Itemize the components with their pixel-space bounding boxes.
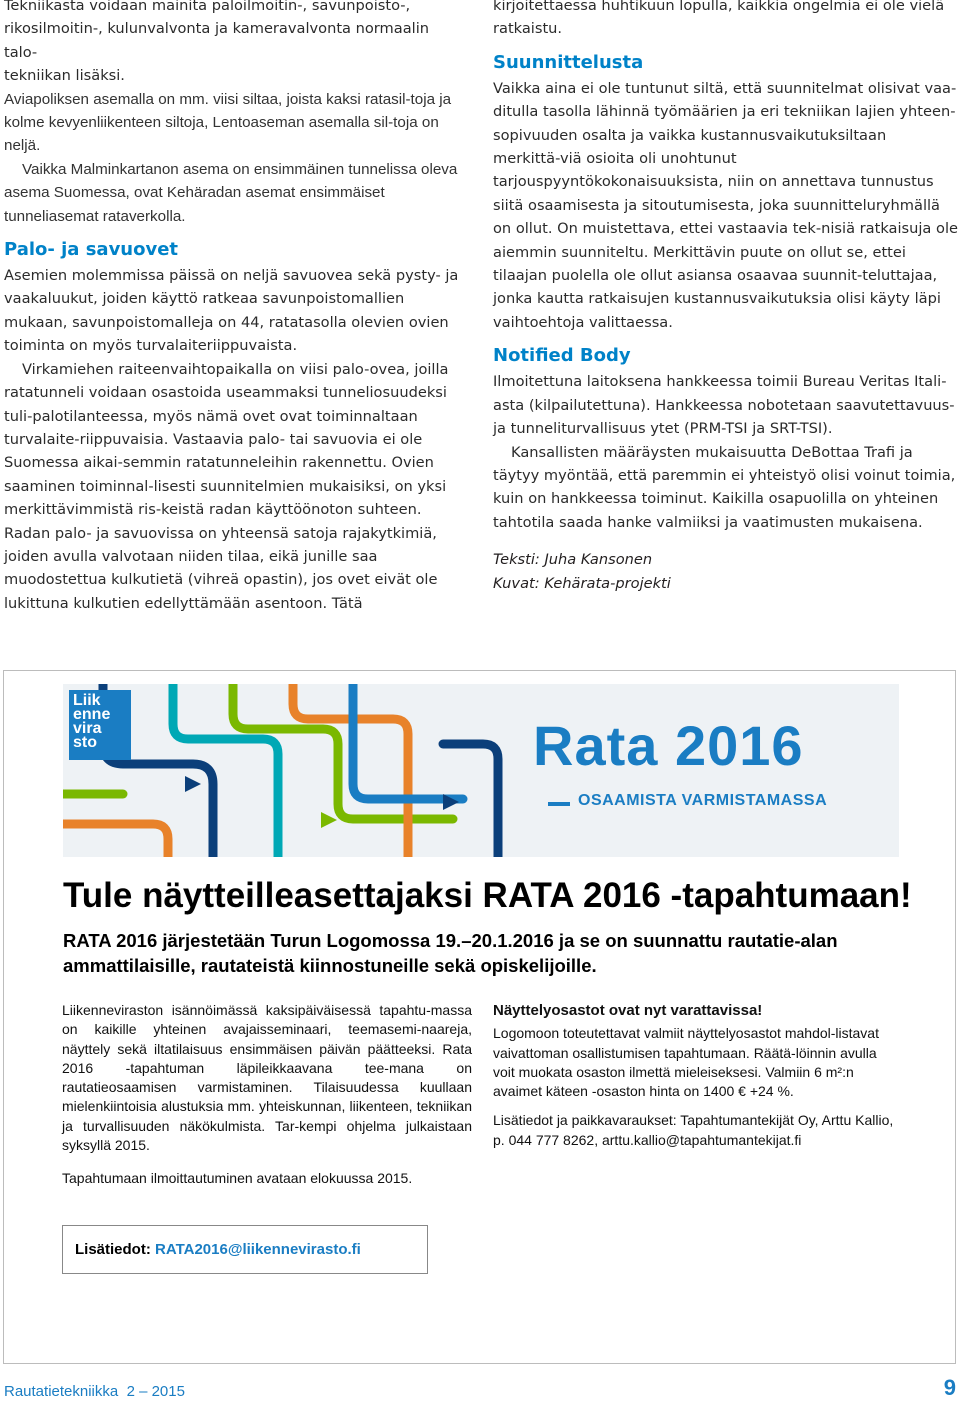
logo-line-2: enne <box>73 706 111 723</box>
paragraph-aviapolis: Aviapoliksen asemalla on mm. viisi siltaa, joista kaksi ratasil-toja ja kolme kevyenliikenteen siltoja, Lentoaseman asemalla sil-toja on neljä. <box>4 90 452 155</box>
logo-line-1: Liik <box>73 692 101 709</box>
intro-line-1: Tekniikasta voidaan mainita paloilmoitin-, savunpoisto-, <box>4 0 411 14</box>
tagline-divider <box>548 802 570 806</box>
liikennevirasto-logo <box>73 694 125 754</box>
rata-2016-logo: Rata 2016 <box>533 714 804 777</box>
ad-right-paragraph-1: Logomoon toteutettavat valmiit näyttelyosastot mahdol-listavat vaivattoman osallistumisen tapahtumaan. Räätä-löinnin avulla voit muokata osaston ilmettä mieleiseksesi. Valmiin 6 m²:n avaimet käteen -osaston hinta on 1400 € +24 %. <box>493 1025 879 1100</box>
paragraph-suunnittelu: Vaikka aina ei ole tuntunut siltä, että suunnitelmat olisivat vaa-ditulla tasolla lähinnä työmäärien ja eri tekniikan lajien yhteen-sopivuuden osalta ja vaikka kustannusvaikutuksiltaan merkittä-viä osioita oli unohtunut tarjouspyyntökokonaisuuksista, niin on annettava tunnustus siitä osaamisesta ja sitoutumisesta, joka suunnitteluryhmällä on ollut. On muistettava, ettei vastaavia tek-nisiä ratkaisuja ole aiemmin suunniteltu. Merkittävin puute on ollut se, ettei tilaajan puolella ole ollut asiansa osaavaa suunnit-teluttajaa, jonka kautta ratkaisujen kustannusvaikutuksia olisi käyty läpi vaihtoehtoja valittaessa. <box>493 79 958 331</box>
page-number: 9 <box>943 1375 956 1400</box>
ad-subtitle: RATA 2016 järjestetään Turun Logomossa 19.–20.1.2016 ja se on suunnattu rautatie-alan ammattilaisille, rautateistä kiinnostuneille sekä opiskelijoille. <box>63 930 838 976</box>
logo-line-3: vira <box>73 720 102 737</box>
intro-line-2: rikosilmoitin-, kulunvalvonta ja kameravalvonta normaalin talo- <box>4 20 429 61</box>
event-banner <box>63 684 899 857</box>
paragraph-palo-1: Asemien molemmissa päissä on neljä savuovea sekä pysty- ja vaakaluukut, joiden käyttö ratkeaa savunpoistomallien mukaan, savunpoistomalleja on 44, ratatasolla olevien ovien toiminta on myös turvalaiteriippuvaista. <box>4 267 459 355</box>
advertisement-box <box>3 670 956 1364</box>
heading-notified-body: Notified Body <box>493 345 631 367</box>
byline-text: Teksti: Juha Kansonen <box>493 551 653 569</box>
ad-left-column <box>62 1001 472 1189</box>
heading-palo-ja-savuovet: Palo- ja savuovet <box>4 239 179 261</box>
ad-left-paragraph-2: Tapahtumaan ilmoittautuminen avataan elokuussa 2015. <box>62 1170 413 1187</box>
ad-left-paragraph-1: Liikenneviraston isännöimässä kaksipäiväisessä tapahtu-massa on kaikille yhteinen avajaisseminaari, teemasemi-naareja, näyttely sekä iltatilaisuus ensimmäisen päivän päätteeksi. Rata 2016 -tapahtuman läpileikkaavana tee-mana on rautatieosaamisen varmistaminen. Tilaisuudessa kuullaan mielenkiintoisia alustuksia mm. yhteiskunnan, liikenteen, tekniikan ja turvallisuuden näkökulmista. Tar-kempi ohjelma julkaistaan syksyllä 2015. <box>62 1002 472 1154</box>
ad-right-paragraph-2: Lisätiedot ja paikkavaraukset: Tapahtumantekijät Oy, Arttu Kallio, p. 044 777 8262, arttu.kallio@tapahtumantekijat.fi <box>493 1112 894 1148</box>
paragraph-notified-2: Kansallisten määräysten mukaisuutta DeBottaa Trafi ja täytyy myöntää, että paremmin ei yhteistyö olisi voinut toimia, kuin on hankkeessa toiminut. Kaikilla osapuolilla on yhteinen tahtotila saada hanke valmiiksi ja vaatimusten mukaisena. <box>493 443 956 531</box>
ad-right-column <box>493 1001 898 1150</box>
publication-name: Rautatietekniikka 2 – 2015 <box>4 1383 185 1400</box>
contact-label: Lisätiedot: <box>75 1241 156 1258</box>
paragraph-malminkartano: Vaikka Malminkartanon asema on ensimmäinen tunnelissa oleva asema Suomessa, ovat Kehäradan asemat ensimmäiset tunneliasemat rataverkolla. <box>4 160 458 225</box>
ad-title: Tule näytteilleasettajaksi RATA 2016 -tapahtumaan! <box>63 876 912 915</box>
rata-tagline: OSAAMISTA VARMISTAMASSA <box>578 792 828 809</box>
right-column <box>493 0 958 595</box>
ad-right-heading: Näyttelyosastot ovat nyt varattavissa! <box>493 1002 763 1019</box>
intro-line-3: tekniikan lisäksi. <box>4 67 125 85</box>
paragraph-continuation: kirjoitettaessa huhtikuun lopulla, kaikkia ongelmia ei ole vielä ratkaistu. <box>493 0 945 38</box>
paragraph-palo-2: Virkamiehen raiteenvaihtopaikalla on viisi palo-ovea, joilla ratatunneli voidaan osastoida useammaksi tunneliosuudeksi tuli-palotilanteessa, myös nämä ovet ovat toiminnaltaan turvalaite-riippuvaisia. Vastaavia palo- tai savuovia ei ole Suomessa aikai-semmin ratatunneleihin rakennettu. Ovien saaminen toiminnal-lisesti suunnitelmien mukaisiksi, on yksi merkittävimmistä ris-keistä radan käyttöönoton suhteen. Radan palo- ja savuovissa on yhteensä satoja rajakytkimiä, joiden avulla valvotaan niiden tilaa, eikä junille saa muodostettua kulkutietä (vihreä opastin), jos ovet eivät ole lukittuna kulkutien edellyttämään asentoon. Tätä <box>4 360 449 612</box>
contact-box <box>62 1225 428 1274</box>
logo-line-4: sto <box>73 734 97 751</box>
left-column <box>4 0 464 615</box>
heading-suunnittelusta: Suunnittelusta <box>493 51 644 73</box>
byline-photos: Kuvat: Kehärata-projekti <box>493 574 671 592</box>
contact-email-link[interactable]: RATA2016@liikennevirasto.fi <box>155 1241 361 1258</box>
paragraph-notified-1: Ilmoitettuna laitoksena hankkeessa toimii Bureau Veritas Itali-asta (kilpailutettuna). Hankkeessa nobotetaan saavutettavuus-ja tunneliturvallisuus ytet (PRM-TSI ja SRT-TSI). <box>493 373 955 438</box>
